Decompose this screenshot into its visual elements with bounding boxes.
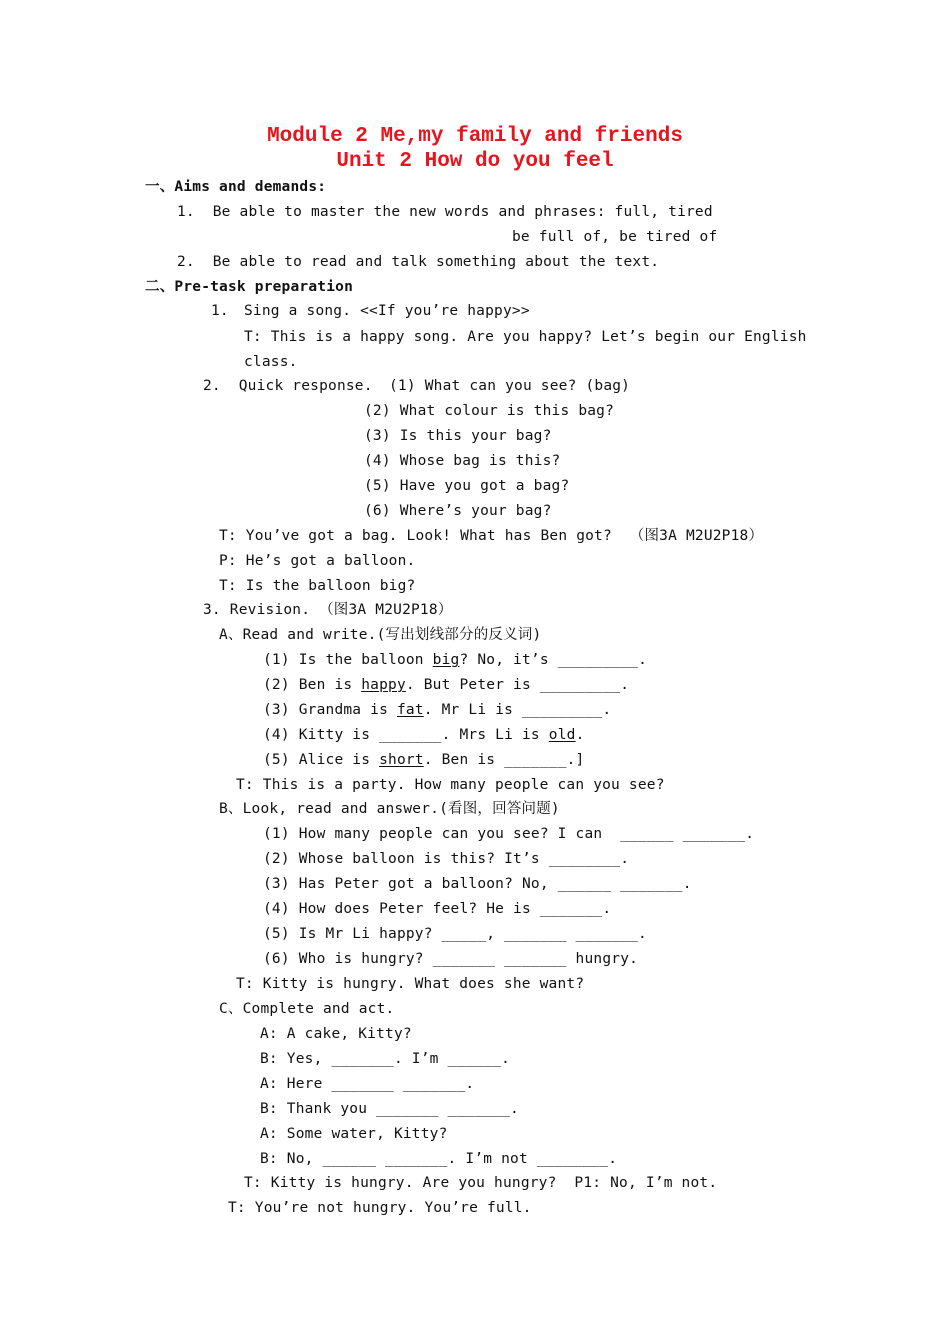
song-line-3: class.: [244, 354, 298, 370]
look-read-teacher-line: T: Kitty is hungry. What does she want?: [236, 976, 585, 992]
read-write-teacher-line: T: This is a party. How many people can you see?: [236, 777, 665, 793]
aims-item-1-continued: be full of, be tired of: [512, 229, 718, 245]
song-number: 1.: [211, 303, 229, 319]
read-write-heading: A、Read and write.(写出划线部分的反义词): [219, 627, 542, 643]
complete-act-line-2: B: Yes, _______. I’m ______.: [260, 1051, 511, 1067]
quick-question-2: (2) What colour is this bag?: [364, 403, 615, 419]
aims-item-1: 1. Be able to master the new words and phrases: full, tired: [177, 204, 713, 220]
complete-act-line-6: B: No, ______ _______. I’m not ________.: [260, 1151, 618, 1167]
aims-item-2: 2. Be able to read and talk something about the text.: [177, 254, 660, 270]
complete-act-line-4: B: Thank you _______ _______.: [260, 1101, 519, 1117]
dialog-line-2: P: He’s got a balloon.: [219, 553, 416, 569]
look-read-item-4: (4) How does Peter feel? He is _______.: [263, 901, 612, 917]
complete-act-line-5: A: Some water, Kitty?: [260, 1126, 448, 1142]
read-write-item-2: (2) Ben is happy. But Peter is _________.: [263, 677, 630, 693]
complete-act-line-1: A: A cake, Kitty?: [260, 1026, 412, 1042]
quick-question-5: (5) Have you got a bag?: [364, 478, 570, 494]
look-read-heading: B、Look, read and answer.(看图，回答问题): [219, 801, 560, 817]
read-write-item-1: (1) Is the balloon big? No, it’s _________.: [263, 652, 647, 668]
look-read-item-3: (3) Has Peter got a balloon? No, ______ _______.: [263, 876, 692, 892]
section-pretask-heading: 二、Pre-task preparation: [145, 279, 353, 295]
read-write-item-4: (4) Kitty is _______. Mrs Li is old.: [263, 727, 585, 743]
complete-act-teacher-line-2: T: You’re not hungry. You’re full.: [228, 1200, 532, 1216]
document-title: Module 2 Me,my family and friends: [267, 125, 683, 148]
song-line-1: Sing a song. <<If you’re happy>>: [244, 303, 530, 319]
dialog-line-1: T: You’ve got a bag. Look! What has Ben got? （图3A M2U2P18）: [219, 528, 764, 544]
look-read-item-6: (6) Who is hungry? _______ _______ hungry.: [263, 951, 639, 967]
quick-response-label: 2. Quick response.: [203, 378, 373, 394]
look-read-item-5: (5) Is Mr Li happy? _____, _______ _______.: [263, 926, 647, 942]
document-subtitle: Unit 2 How do you feel: [336, 150, 614, 173]
look-read-item-2: (2) Whose balloon is this? It’s ________.: [263, 851, 630, 867]
read-write-item-5: (5) Alice is short. Ben is _______.]: [263, 752, 585, 768]
quick-question-6: (6) Where’s your bag?: [364, 503, 552, 519]
quick-question-4: (4) Whose bag is this?: [364, 453, 561, 469]
complete-act-line-3: A: Here _______ _______.: [260, 1076, 475, 1092]
read-write-item-3: (3) Grandma is fat. Mr Li is _________.: [263, 702, 612, 718]
quick-question-1: (1) What can you see? (bag): [389, 378, 631, 394]
dialog-line-3: T: Is the balloon big?: [219, 578, 416, 594]
song-line-2: T: This is a happy song. Are you happy? Let’s begin our English: [244, 329, 807, 345]
revision-label: 3. Revision. （图3A M2U2P18）: [203, 602, 453, 618]
section-aims-heading: 一、Aims and demands:: [145, 179, 327, 195]
complete-act-teacher-line-1: T: Kitty is hungry. Are you hungry? P1: No, I’m not.: [244, 1175, 718, 1191]
complete-act-heading: C、Complete and act.: [219, 1001, 395, 1017]
look-read-item-1: (1) How many people can you see? I can ______ _______.: [263, 826, 755, 842]
quick-question-3: (3) Is this your bag?: [364, 428, 552, 444]
